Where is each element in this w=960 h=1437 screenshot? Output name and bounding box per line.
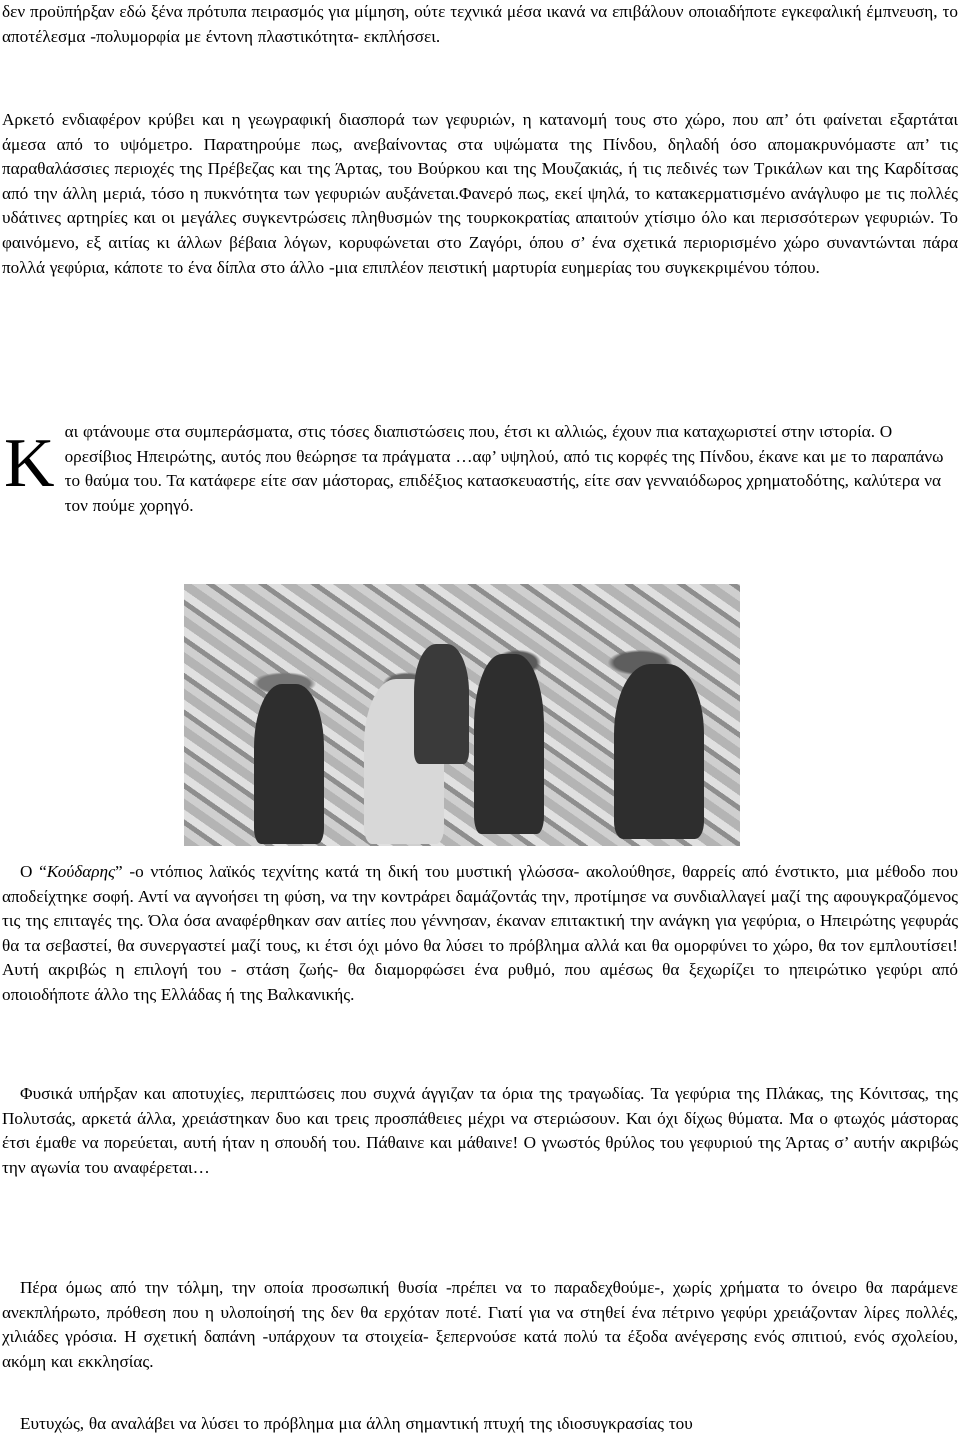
p3-rest: ” -ο ντόπιος λαϊκός τεχνίτης κατά τη δική του μυστική γλώσσα- ακολούθησε, θαρρείς από ένστικτο, μια μέθοδο που αποδείχτηκε σοφή. Αντί να αγνοήσει τη φύση, να την κοντράρει δαμάζοντάς την, προτίμησε να συνδιαλλαγεί μαζί της αφουγκραζόμενος τις της επιταγές της. Όλα όσα αναφέρθηκαν σαν αιτίες που γέννησαν, έκαναν επιτακτική την ανάγκη για γεφύρια, ο Ηπειρώτης γεφυράς θα τα σεβαστεί, θα συνεργαστεί μαζί τους, κι έτσι όχι μόνο θα λύσει το πρόβλημα αλλά και θα ομορφύνει το χώρο, θα τον εμπλουτίσει! Αυτή ακριβώς η επιλογή του - στάση ζωής- θα διαμορφώσει ένα ρυθμό, που αμέσως θα ξεχωρίζει το ηπειρώτικο γεφύρι από οποιοδήποτε άλλο της Ελλάδας ή της Βαλκανικής.	[2, 862, 958, 1004]
paragraph-geographic-distribution: Αρκετό ενδιαφέρον κρύβει και η γεωγραφική διασπορά των γεφυριών, η κατανομή τους στο χώρο, που απ’ ότι φαίνεται εξαρτάται άμεσα από το υψόμετρο. Παρατηρούμε πως, ανεβαίνοντας στα υψώματα της Πίνδου, δηλαδή όσο απομακρυνόμαστε απ’ τις παραθαλάσσιες περιοχές της Πρέβεζας και της Άρτας, του Βούρκου και της Μουζακιάς, ή τις πεδινές των Τρικάλων και της Καρδίτσας από την άλλη μεριά, τόσο η πυκνότητα των γεφυριών αυξάνεται.Φανερό πως, εκεί ψηλά, το κατακερματισμένο ανάγλυφο με τις πολλές υδάτινες αρτηρίες και οι μεγάλες συγκεντρώσεις πληθυσμών της τουρκοκρατίας απαιτούν χτίσιμο όλο και περισσότερων γεφυριών. Το φαινόμενο, εξ αιτίας κι άλλων βέβαια λόγων, κορυφώνεται στο Ζαγόρι, όπου σ’ ένα σχετικά περιορισμένο χώρο συναντώνται πάρα πολλά γεφύρια, κάποτε το ένα δίπλα στο άλλο -μια επιπλέον πειστική μαρτυρία ευημερίας του συγκεκριμένου τόπου.	[2, 110, 958, 277]
p3-start: Ο “	[20, 862, 47, 881]
dropcap-letter: Κ	[4, 425, 55, 502]
koudaris-term: Κούδαρης	[46, 862, 116, 881]
paragraph-funding: Πέρα όμως από την τόλμη, την οποία προσωπική θυσία -πρέπει να το παραδεχθούμε-, χωρίς χρήματα το όνειρο θα παράμενε ανεκπλήρωτο, πρόθεση που η υλοποίησή της δεν θα ερχόταν ποτέ. Γιατί για να στηθεί ένα πέτρινο γεφύρι χρειάζονταν λίρες πολλές, χιλιάδες γρόσια. Η σχετική δαπάνη -υπάρχουν τα στοιχεία- ξεπερνούσε κατά πολύ τα έξοδα ανέγερσης ενός σπιτιού, ενός σχολείου, ακόμη και εκκλησίας.	[2, 1278, 958, 1371]
dropcap-paragraph	[2, 420, 958, 518]
paragraph-fortunately: Ευτυχώς, θα αναλάβει να λύσει το πρόβλημα μια άλλη σημαντική πτυχή της ιδιοσυγκρασίας του	[20, 1414, 693, 1433]
paragraph-intro-continuation: δεν προϋπήρξαν εδώ ξένα πρότυπα πειρασμός για μίμηση, ούτε τεχνικά μέσα ικανά να επιβάλουν οποιαδήποτε εγκεφαλική έμπνευση, το αποτέλεσμα -πολυμορφία με έντονη πλαστικότητα- εκπλήσσει.	[2, 2, 958, 46]
dropcap-paragraph-text: αι φτάνουμε στα συμπεράσματα, στις τόσες διαπιστώσεις που, έτσι κι αλλιώς, έχουν πια καταχωριστεί στην ιστορία. Ο ορεσίβιος Ηπειρώτης, αυτός που θεώρησε τα πράγματα …αφ’ υψηλού, από τις κορφές της Πίνδου, έκανε και με το παραπάνω το θαύμα του. Τα κατάφερε είτε σαν μάστορας, επιδέξιος κατασκευαστής, είτε σαν γενναιόδωρος χρηματοδότης, καλύτερα να τον πούμε χορηγό.	[64, 422, 944, 515]
workers-photo-image	[184, 584, 740, 846]
paragraph-failures: Φυσικά υπήρξαν και αποτυχίες, περιπτώσεις που συχνά άγγιζαν τα όρια της τραγωδίας. Τα γεφύρια της Πλάκας, της Κόνιτσας, της Πολυτσάς, αρκετά άλλα, χρειάστηκαν δυο και τρεις προσπάθειες μέχρι να στεριώσουν. Και όχι δίχως θύματα. Μα ο φτωχός μάστορας έτσι έμαθε να πορεύεται, αυτή ήταν η σπουδή του. Πάθαινε και μάθαινε! Ο γνωστός θρύλος του γεφυριού της Άρτας σ’ αυτήν ακριβώς την αγωνία του αναφέρεται…	[2, 1084, 958, 1177]
paragraph-koudaris	[2, 860, 958, 1008]
